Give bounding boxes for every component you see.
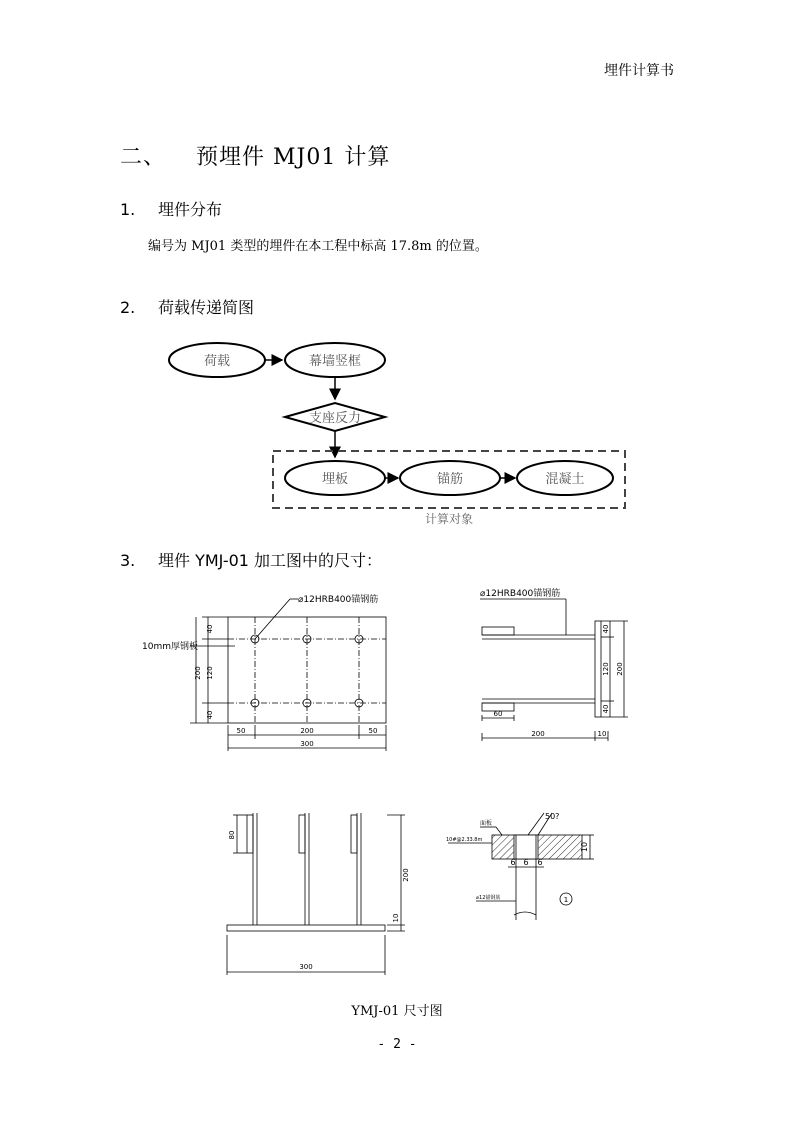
subsection-1-number: 1. xyxy=(120,200,136,219)
plan-dim-120: 120 xyxy=(206,666,214,680)
subsection-3-number: 3. xyxy=(120,551,136,570)
page-number: - 2 - xyxy=(377,1037,417,1052)
section-title: 预埋件 MJ01 计算 xyxy=(196,145,391,170)
plan-view-drawing xyxy=(130,585,410,760)
node-load xyxy=(169,343,265,377)
subsection-3-title: 埋件 YMJ-01 加工图中的尺寸： xyxy=(158,551,383,570)
plan-dim-40-bottom: 40 xyxy=(206,710,214,720)
subsection-2-number: 2. xyxy=(120,298,136,317)
side-dim-200: 200 xyxy=(531,730,545,738)
figure-caption: YMJ-01 尺寸图 xyxy=(351,1004,443,1019)
side-dim-200-vertical: 200 xyxy=(616,662,624,676)
detail-dim-6-mid: 6 xyxy=(523,858,529,867)
node-anchor xyxy=(400,461,500,495)
side-rebar-label: ⌀12HRB400锚钢筋 xyxy=(480,589,561,599)
load-transfer-diagram xyxy=(160,335,640,535)
node-concrete xyxy=(517,461,613,495)
node-concrete-label: 混凝土 xyxy=(545,472,585,487)
plan-dim-300: 300 xyxy=(300,740,314,748)
plan-rebar-label: ⌀12HRB400锚钢筋 xyxy=(298,595,379,605)
node-frame xyxy=(285,343,385,377)
detail-circle-number: 1 xyxy=(563,896,569,904)
node-load-label: 荷载 xyxy=(203,354,231,369)
paragraph-distribution: 编号为 MJ01 类型的埋件在本工程中标高 17.8m 的位置。 xyxy=(148,239,488,254)
detail-top-label: 面板 xyxy=(480,820,493,827)
detail-dim-6-left: 6 xyxy=(510,858,516,867)
front-dim-200: 200 xyxy=(402,868,410,882)
node-anchor-label: 锚筋 xyxy=(436,472,464,487)
running-header: 埋件计算书 xyxy=(604,63,674,79)
detail-weld-label: 10#@2.33.8m xyxy=(446,837,483,843)
node-plate xyxy=(285,461,385,495)
calculation-object-label: 计算对象 xyxy=(424,512,474,526)
side-dim-60: 60 xyxy=(493,710,503,718)
subsection-2-title: 荷载传递简图 xyxy=(158,298,255,317)
side-view-drawing xyxy=(470,585,640,745)
subsection-1-title: 埋件分布 xyxy=(158,200,223,219)
side-dim-40-top: 40 xyxy=(602,624,610,634)
detail-rebar-label: ⌀12锚钢筋 xyxy=(476,895,501,901)
node-frame-label: 幕墙竖框 xyxy=(308,354,362,369)
node-reaction-label: 支座反力 xyxy=(308,411,362,426)
front-dim-300: 300 xyxy=(299,963,313,971)
weld-detail-drawing xyxy=(440,805,600,930)
section-number: 二、 xyxy=(120,145,167,170)
plan-dim-50-left: 50 xyxy=(236,727,246,735)
plan-plate-label: 10mm厚钢板 xyxy=(142,642,198,652)
plan-dim-40-top: 40 xyxy=(206,624,214,634)
detail-dim-10: 10 xyxy=(580,841,589,853)
plan-dim-200: 200 xyxy=(194,666,202,680)
side-dim-120: 120 xyxy=(602,662,610,676)
front-elevation-drawing xyxy=(215,805,415,980)
plan-dim-200-horizontal: 200 xyxy=(300,727,314,735)
side-dim-10: 10 xyxy=(597,730,607,738)
plan-dim-50-right: 50 xyxy=(368,727,378,735)
node-reaction xyxy=(285,403,385,431)
section-heading xyxy=(120,140,390,171)
node-plate-label: 埋板 xyxy=(321,472,349,487)
side-dim-40-bottom: 40 xyxy=(602,704,610,714)
subsection-2-heading xyxy=(120,295,254,318)
front-dim-10: 10 xyxy=(392,913,400,923)
subsection-3-heading xyxy=(120,548,382,571)
detail-dim-50: 50? xyxy=(545,812,560,821)
front-dim-80: 80 xyxy=(228,830,236,840)
detail-dim-6-right: 6 xyxy=(537,858,543,867)
subsection-1-heading xyxy=(120,197,222,220)
